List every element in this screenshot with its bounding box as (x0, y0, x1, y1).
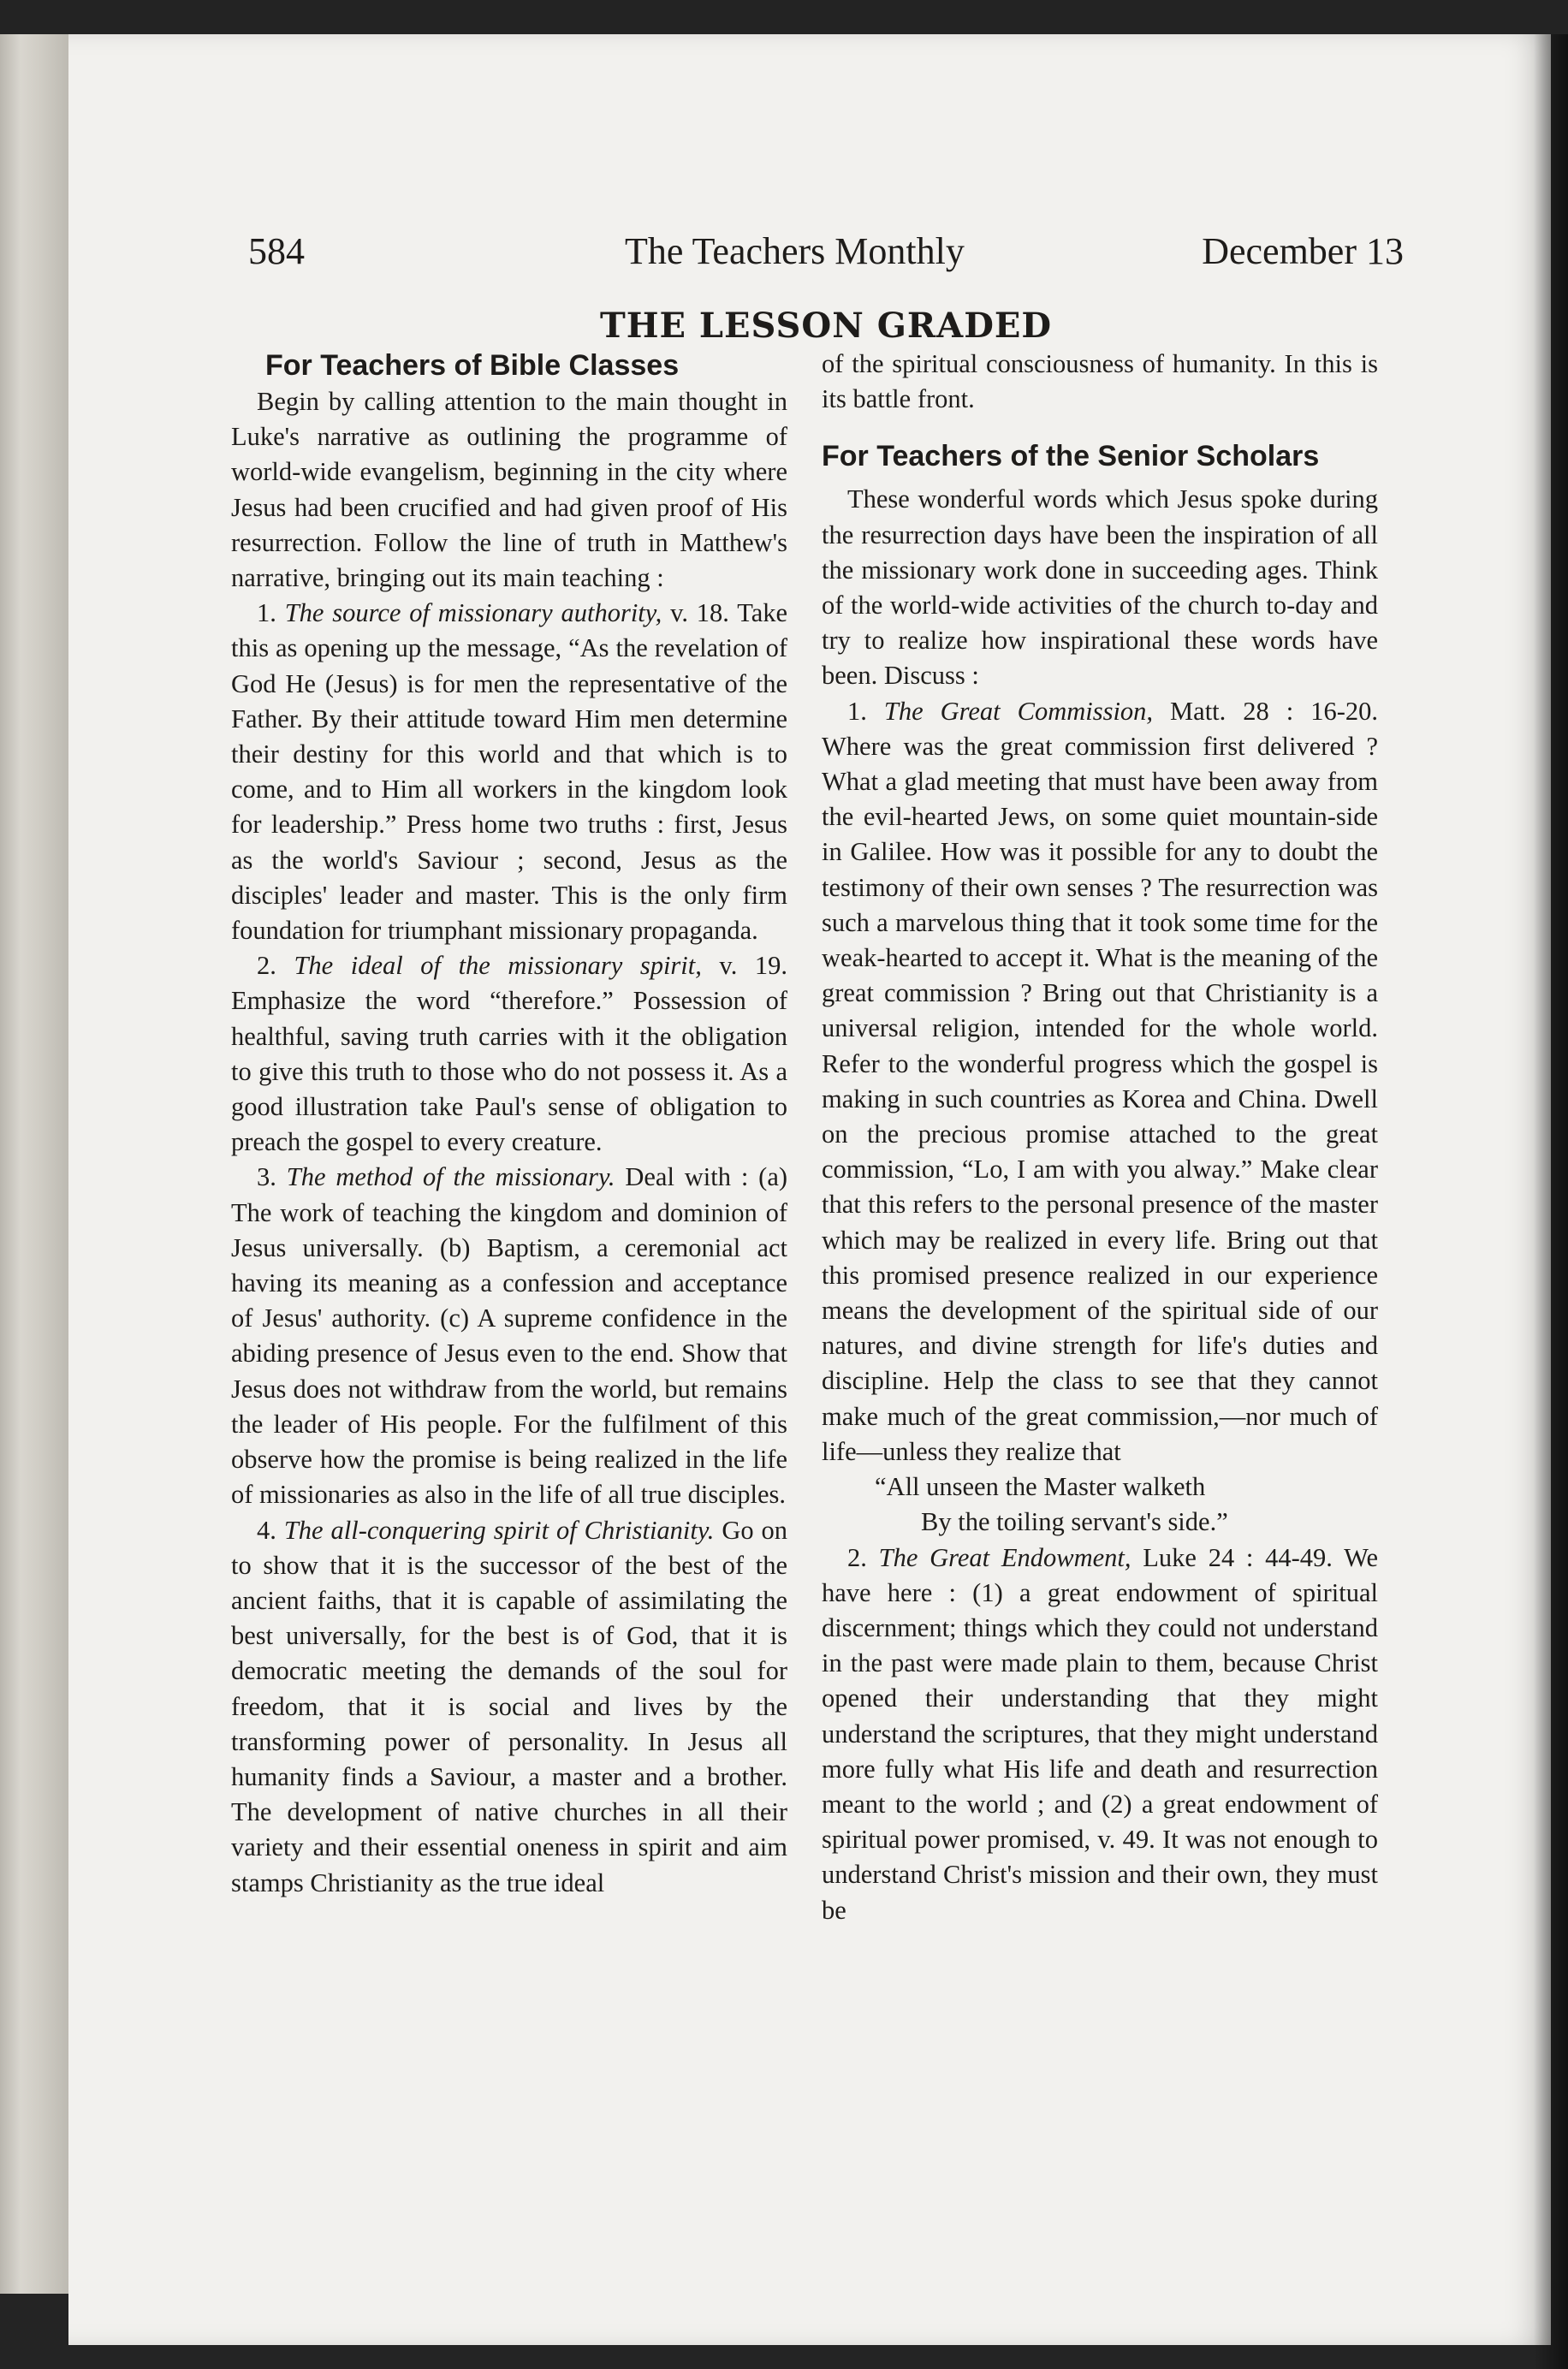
point-all-conquering-spirit (231, 1513, 787, 1901)
point-title: The Great Endowment, (878, 1542, 1131, 1572)
point-number: 2. (257, 951, 276, 981)
point-number: 1. (257, 598, 276, 628)
bible-classes-heading: For Teachers of Bible Classes (265, 349, 680, 382)
poem-line: “All unseen the Master walketh (875, 1472, 1206, 1502)
senior-scholars-intro: These wonderful words which Jesus spoke during the resurrection days have been the inspiration of all the missionary work done in succeeding ages. Think of the world-wide activities of the church to-day and try to realize how inspirational these words have been. Discuss : (822, 484, 1378, 691)
point-title: The ideal of the missionary spirit, (294, 951, 702, 981)
point-number: 4. (257, 1515, 276, 1545)
issue-date: December 13 (1202, 230, 1404, 272)
point-missionary-method (231, 1160, 787, 1512)
poem-line: By the toiling servant's side.” (921, 1507, 1228, 1537)
lesson-heading: THE LESSON GRADED (599, 306, 1053, 346)
point-text: Go on to show that it is the successor of the best of the ancient faiths, that it is capable of assimilating the best universally, for the best is of God, that it is democratic meeting the demands of the soul for freedom, that it is social and lives by the transforming power of personality. In Jesus all humanity finds a Saviour, a master and a brother. The development of native churches in all their variety and their essential oneness in spirit and aim stamps Christianity as the true ideal (231, 1515, 788, 1897)
book-page-edges (0, 34, 68, 2294)
point-title: The Great Commission, (883, 696, 1154, 726)
point-great-commission (822, 694, 1378, 1469)
point-source-of-authority (231, 596, 787, 948)
point-text: Matt. 28 : 16-20. Where was the great commission first delivered ? What a glad meeting that must have been away from the evil-hearted Jews, on some quiet mountain-side in Galilee. How was it possible for any to doubt the testimony of their own senses ? The resurrection was such a marvelous thing that it took some time for the weak-hearted to accept it. What is the meaning of the great commission ? Bring out that Christianity is a universal religion, intended for the whole world. Refer to the wonderful progress which the gospel is making in such countries as Korea and China. Dwell on the precious promise attached to the great commission, “Lo, I am with you alway.” Make clear that this refers to the personal presence of the master which may be realized in every life. Bring out that this promised presence realized in our experience means the development of the spiritual side of our natures, and divine strength for life's duties and discipline. Help the class to see that they cannot make much of the great commission,—nor much of life—unless they realize that (822, 696, 1378, 1466)
point-title: The all-conquering spirit of Christianity. (283, 1515, 715, 1545)
poem-quote (822, 1469, 1378, 1540)
point-missionary-spirit (231, 948, 787, 1160)
bible-classes-intro: Begin by calling attention to the main thought in Luke's narrative as outlining the programme of world-wide evangelism, beginning in the city where Jesus had been crucified and had given proof of His resurrection. Follow the line of truth in Matthew's narrative, bringing out its main teaching : (231, 387, 787, 593)
point-title: The source of missionary authority, (284, 598, 662, 628)
left-column (231, 347, 787, 1901)
senior-scholars-heading: For Teachers of the Senior Scholars (822, 440, 1320, 473)
point-number: 2. (847, 1542, 867, 1572)
running-header (248, 229, 1404, 289)
point-text: Deal with : (a) The work of teaching the kingdom and dominion of Jesus universally. (b) Baptism, a ceremonial act having its meaning as a confession and acceptance of Jesus' authority. (c) A supreme confidence in the abiding presence of Jesus even to the end. Show that Jesus does not withdraw from the world, but remains the leader of His people. For the fulfilment of this observe how the promise is being realized in the life of missionaries as also in the life of all true disciples. (231, 1162, 788, 1510)
continued-text: of the spiritual consciousness of humanity. In this is its battle front. (822, 349, 1378, 414)
point-title: The method of the missionary. (286, 1162, 615, 1192)
point-great-endowment (822, 1541, 1378, 1928)
point-text: Luke 24 : 44-49. We have here : (1) a great endowment of spiritual discernment; things which they could not understand in the past were made plain to them, because Christ opened their understanding that they might understand the scriptures, that they might understand more fully what His life and death and resurrection meant to the world ; and (2) a great endowment of spiritual power promised, v. 49. It was not enough to understand Christ's mission and their own, they must be (822, 1542, 1379, 1925)
page-number: 584 (248, 230, 305, 272)
journal-title: The Teachers Monthly (625, 230, 965, 272)
page-gutter-shadow (1534, 34, 1568, 2369)
right-column (822, 347, 1378, 1928)
point-text: v. 19. Emphasize the word “therefore.” Possession of healthful, saving truth carries with it the obligation to give this truth to those who do not possess it. As a good illustration take Paul's sense of obligation to preach the gospel to every creature. (231, 951, 787, 1157)
point-text: v. 18. Take this as opening up the message, “As the revelation of God He (Jesus) is for men the representative of the Father. By their attitude toward Him men determine their destiny for this world and that which is to come, and to Him all workers in the kingdom look for leadership.” Press home two truths : first, Jesus as the world's Saviour ; second, Jesus as the disciples' leader and master. This is the only firm foundation for triumphant missionary propaganda. (231, 598, 788, 946)
point-number: 3. (257, 1162, 276, 1192)
point-number: 1. (847, 696, 867, 726)
